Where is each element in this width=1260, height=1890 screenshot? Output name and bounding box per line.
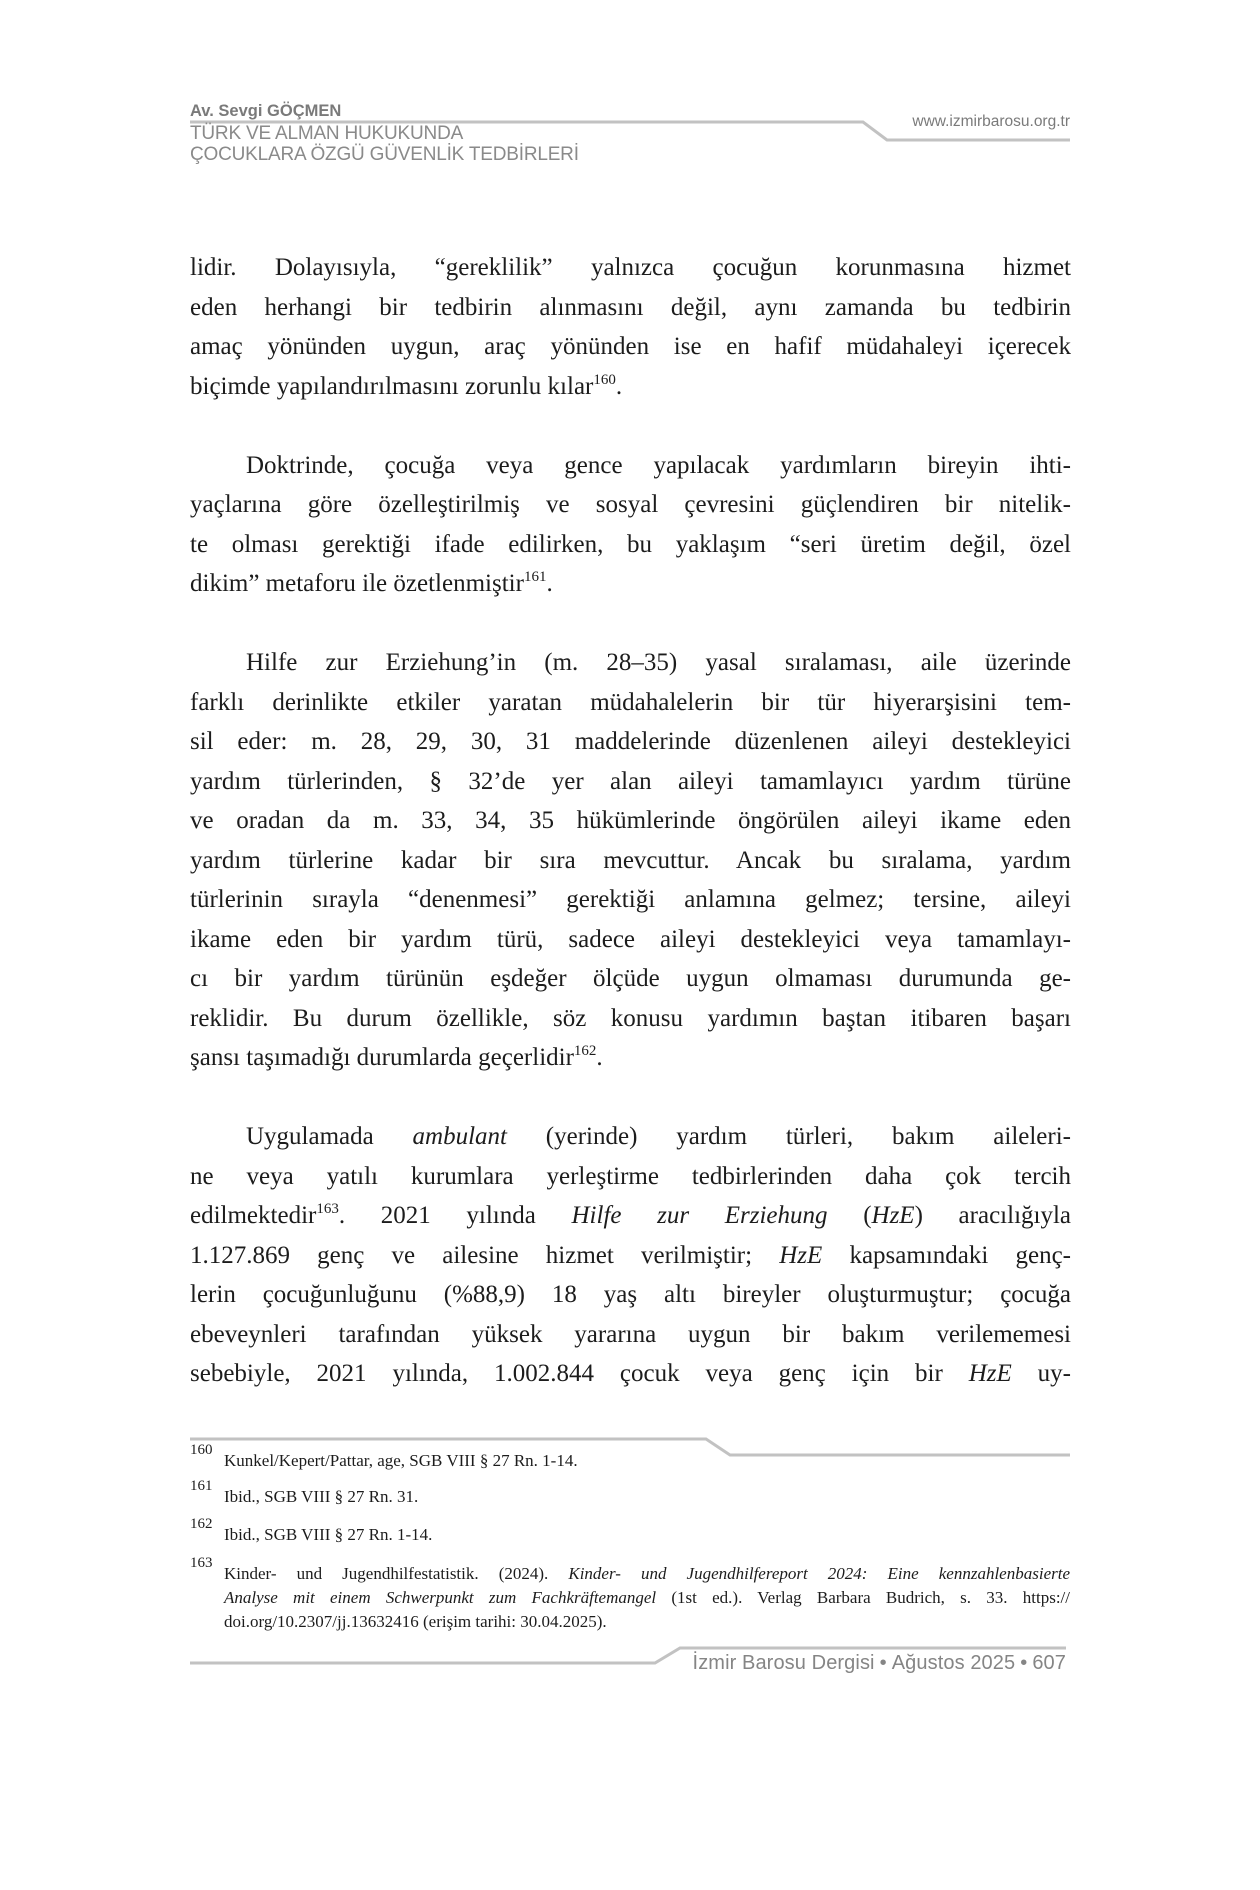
text-line [224, 1586, 1070, 1610]
text-segment: cı bir yardım türünün eşdeğer ölçüde uygun olmaması durumunda ge- [190, 965, 1071, 992]
italic-text-segment: Analyse mit einem Schwerpunkt zum Fachkräftemangel [224, 1588, 657, 1607]
text-segment: lidir. Dolayısıyla, “gereklilik” yalnızca çocuğun korunmasına hizmet [190, 254, 1071, 281]
text-segment: te olması gerektiği ifade edilirken, bu yaklaşım “seri üretim değil, özel [190, 530, 1071, 558]
text-line [190, 643, 1071, 683]
italic-text-segment: Hilfe zur Erziehung [571, 1202, 828, 1229]
text-segment: (yerinde) yardım türleri, bakım aileleri- [507, 1123, 1071, 1150]
text-line [190, 722, 1071, 762]
text-line [190, 1157, 1071, 1197]
text-line [190, 880, 1071, 920]
text-segment: uy- [1011, 1360, 1071, 1387]
running-header-title-line: ÇOCUKLARA ÖZGÜ GÜVENLİK TEDBİRLERİ [190, 144, 579, 165]
footnote-number: 161 [190, 1478, 213, 1494]
text-segment: sil eder: m. 28, 29, 30, 31 maddelerinde düzenlenen aileyi destekleyici [190, 728, 1071, 755]
doi-link[interactable]: doi.org/10.2307/jj.13632416 [224, 1612, 419, 1631]
page-footer [660, 1652, 1066, 1674]
footer-issue-date: Ağustos 2025 [891, 1652, 1016, 1674]
text-segment: türlerinin sırayla “denenmesi” gerektiği anlamına gelmez; tersine, aileyi [190, 886, 1071, 913]
text-line [190, 564, 1071, 604]
article-body [190, 248, 1071, 1433]
text-segment: şansı taşımadığı durumlarda geçerlidir [190, 1044, 574, 1071]
text-line [190, 248, 1071, 288]
text-segment: . [615, 372, 623, 400]
paragraph [190, 248, 1071, 406]
text-segment: (1st ed.). Verlag Barbara Budrich, s. 33. [656, 1588, 1023, 1607]
footnote-reference[interactable]: 160 [593, 371, 616, 388]
text-segment: edilmektedir [190, 1202, 317, 1229]
text-line [190, 683, 1071, 723]
text-segment: Doktrinde, çocuğa veya gence yapılacak yardımların bireyin ihti- [246, 451, 1071, 479]
text-line [190, 1038, 1071, 1078]
text-segment: dikim” metaforu ile özetlenmiştir [190, 570, 524, 597]
text-segment: . 2021 yılında [338, 1202, 572, 1229]
text-segment: farklı derinlikte etkiler yaratan müdahalelerin bir tür hiyerarşisini tem- [190, 688, 1071, 716]
footnote-161 [190, 1478, 1070, 1509]
text-segment: Kunkel/Kepert/Pattar, age, SGB VIII § 27 Rn. 1-14. [224, 1451, 578, 1470]
text-line [190, 959, 1071, 999]
text-segment: reklidir. Bu durum özellikle, söz konusu yardımın baştan itibaren başarı [190, 1004, 1071, 1032]
text-line [190, 485, 1071, 525]
doi-link[interactable]: https:// [1022, 1588, 1070, 1607]
text-line [190, 367, 1071, 407]
text-segment: Hilfe zur Erziehung’in (m. 28–35) yasal sıralaması, aile üzerinde [246, 649, 1071, 676]
text-segment: ebeveynleri tarafından yüksek yararına uygun bir bakım verilememesi [190, 1320, 1071, 1348]
text-segment: (erişim tarihi: 30.04.2025). [418, 1612, 607, 1631]
paragraph [190, 1117, 1071, 1394]
text-segment: yardım türlerinden, § 32’de yer alan aileyi tamamlayıcı yardım türüne [190, 767, 1071, 795]
footnote-number: 160 [190, 1442, 213, 1458]
text-segment: ( [827, 1202, 872, 1229]
text-line [224, 1562, 1070, 1586]
text-line [190, 288, 1071, 328]
italic-text-segment: HzE [968, 1360, 1012, 1387]
text-line [190, 1354, 1071, 1394]
text-segment: yaçlarına göre özelleştirilmiş ve sosyal çevresini güçlendiren bir nitelik- [190, 491, 1071, 518]
footnote-reference[interactable]: 161 [523, 569, 547, 585]
paragraph [190, 643, 1071, 1078]
page-number: 607 [1032, 1652, 1066, 1674]
text-line [224, 1449, 1070, 1473]
italic-text-segment: ambulant [412, 1123, 507, 1150]
footnote-163 [190, 1555, 1071, 1634]
text-segment: ) aracılığıyla [914, 1202, 1071, 1229]
text-segment: kapsamındaki genç- [822, 1241, 1071, 1269]
footer-bullet: • [879, 1652, 887, 1674]
text-line [190, 525, 1071, 565]
text-segment: 1.127.869 genç ve ailesine hizmet verilmiştir; [190, 1241, 780, 1269]
text-line [190, 762, 1071, 802]
text-segment: ikame eden bir yardım türü, sadece aileyi destekleyici veya tamamlayı- [190, 925, 1071, 953]
text-line [190, 327, 1071, 367]
text-line [224, 1485, 1070, 1509]
running-header-title-line: TÜRK VE ALMAN HUKUKUNDA [190, 123, 464, 144]
footnote-160 [190, 1442, 1070, 1473]
text-segment: yardım türlerine kadar bir sıra mevcuttur. Ancak bu sıralama, yardım [190, 846, 1071, 874]
footnote-number: 163 [190, 1555, 213, 1571]
text-line [190, 1315, 1071, 1355]
text-line [190, 1117, 1071, 1157]
text-segment: Uygulamada [246, 1123, 413, 1150]
text-line [190, 841, 1071, 881]
text-segment: ve oradan da m. 33, 34, 35 hükümlerinde öngörülen aileyi ikame eden [190, 807, 1071, 834]
text-line [190, 1275, 1071, 1315]
footer-journal-name: İzmir Barosu Dergisi [692, 1652, 875, 1674]
italic-text-segment: HzE [871, 1202, 915, 1229]
footnote-reference[interactable]: 163 [316, 1201, 339, 1217]
text-segment: Ibid., SGB VIII § 27 Rn. 1-14. [224, 1525, 433, 1544]
text-segment: Kinder- und Jugendhilfestatistik. (2024). [224, 1564, 569, 1583]
footer-bullet: • [1020, 1652, 1028, 1674]
text-segment: lerin çocuğunluğunu (%88,9) 18 yaş altı bireyler oluşturmuştur; çocuğa [190, 1281, 1071, 1308]
running-header-title [190, 123, 579, 165]
text-segment: . [546, 570, 553, 597]
text-line [190, 446, 1071, 486]
footnote-number: 162 [190, 1516, 213, 1532]
text-line [190, 999, 1071, 1039]
text-segment: Ibid., SGB VIII § 27 Rn. 31. [224, 1487, 419, 1506]
text-line [190, 1236, 1071, 1276]
text-segment: amaç yönünden uygun, araç yönünden ise en hafif müdahaleyi içerecek [190, 333, 1071, 360]
text-line [190, 1196, 1071, 1236]
text-line [190, 920, 1071, 960]
italic-text-segment: HzE [779, 1241, 823, 1269]
italic-text-segment: Kinder- und Jugendhilfereport 2024: Eine kennzahlenbasierte [568, 1564, 1071, 1583]
text-line [224, 1610, 1070, 1634]
text-line [224, 1523, 1070, 1547]
running-header-author: Av. Sevgi GÖÇMEN [190, 102, 342, 120]
text-segment: sebebiyle, 2021 yılında, 1.002.844 çocuk veya genç için bir [190, 1360, 969, 1387]
text-segment: ne veya yatılı kurumlara yerleştirme tedbirlerinden daha çok tercih [190, 1162, 1071, 1190]
footnote-162 [190, 1516, 1070, 1547]
text-segment: eden herhangi bir tedbirin alınmasını değil, aynı zamanda bu tedbirin [190, 293, 1071, 321]
text-segment: . [596, 1044, 603, 1071]
text-line [190, 801, 1071, 841]
text-segment: biçimde yapılandırılmasını zorunlu kılar [190, 372, 594, 400]
journal-website-link[interactable]: www.izmirbarosu.org.tr [912, 113, 1070, 130]
footnote-reference[interactable]: 162 [573, 1043, 597, 1059]
paragraph [190, 446, 1071, 604]
